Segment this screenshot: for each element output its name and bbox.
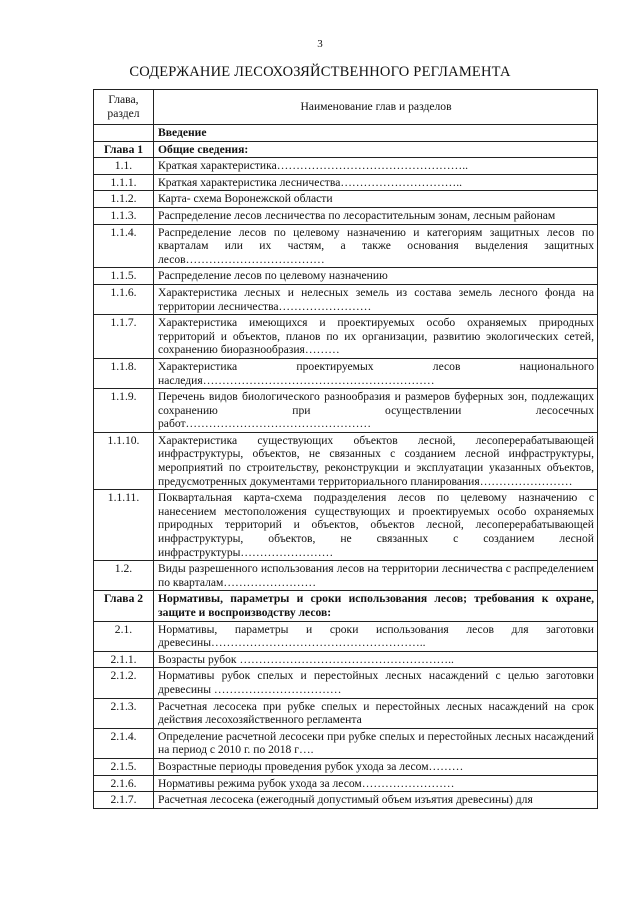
section-number: 1.1.6. bbox=[94, 284, 154, 314]
section-title: Нормативы рубок спелых и перестойных лесных насаждений с целью заготовки древесины …………………………… bbox=[154, 668, 598, 698]
section-number: 1.1.5. bbox=[94, 268, 154, 285]
section-number: Глава 2 bbox=[94, 591, 154, 621]
table-row bbox=[94, 432, 598, 489]
table-row bbox=[94, 125, 598, 142]
table-row bbox=[94, 728, 598, 758]
section-title: Введение bbox=[154, 125, 598, 142]
table-row bbox=[94, 490, 598, 561]
section-number: 1.1.1. bbox=[94, 174, 154, 191]
table-row bbox=[94, 284, 598, 314]
section-number: 2.1.1. bbox=[94, 651, 154, 668]
section-number: 2.1.2. bbox=[94, 668, 154, 698]
section-title: Краткая характеристика лесничества………………………….. bbox=[154, 174, 598, 191]
section-number: 1.1. bbox=[94, 158, 154, 175]
section-number: 1.1.4. bbox=[94, 224, 154, 268]
table-row bbox=[94, 389, 598, 433]
section-number: 1.1.8. bbox=[94, 358, 154, 388]
section-title: Определение расчетной лесосеки при рубке спелых и перестойных лесных насаждений на период с 2010 г. по 2018 г…. bbox=[154, 728, 598, 758]
header-name: Наименование глав и разделов bbox=[154, 90, 598, 125]
section-title: Общие сведения: bbox=[154, 141, 598, 158]
section-number: 2.1. bbox=[94, 621, 154, 651]
section-number bbox=[94, 125, 154, 142]
table-row bbox=[94, 758, 598, 775]
section-title: Поквартальная карта-схема подразделения лесов по целевому назначению с нанесением местоположения существующих и проектируемых особо охраняемых природных территорий и объектов, объектов лесной, лесоперерабатывающей инфраструктуры, объектов, не связанных с созданием лесной инфраструктуры…………………… bbox=[154, 490, 598, 561]
table-row bbox=[94, 158, 598, 175]
table-row bbox=[94, 191, 598, 208]
table-row bbox=[94, 591, 598, 621]
section-number: Глава 1 bbox=[94, 141, 154, 158]
table-row bbox=[94, 174, 598, 191]
section-number: 1.1.3. bbox=[94, 207, 154, 224]
section-title: Распределение лесов по целевому назначению bbox=[154, 268, 598, 285]
section-title: Характеристика имеющихся и проектируемых особо охраняемых природных территорий и объектов, планов по их организации, развитию экологических сетей, сохранению биоразнообразия……… bbox=[154, 315, 598, 359]
section-title: Характеристика существующих объектов лесной, лесоперерабатывающей инфраструктуры, объектов, не связанных с созданием лесной инфраструктуры, мероприятий по строительству, реконструкции и эксплуатации указанных объектов, предусмотренных документами территориального планирования…………………… bbox=[154, 432, 598, 489]
section-title: Распределение лесов по целевому назначению и категориям защитных лесов по кварталам или их частям, а также основания выделения защитных лесов……………………………… bbox=[154, 224, 598, 268]
header-section: Глава, раздел bbox=[94, 90, 154, 125]
section-title: Расчетная лесосека (ежегодный допустимый объем изъятия древесины) для bbox=[154, 792, 598, 809]
table-row bbox=[94, 561, 598, 591]
table-row bbox=[94, 358, 598, 388]
section-title: Нормативы, параметры и сроки использования лесов для заготовки древесины……………………………………………….. bbox=[154, 621, 598, 651]
table-row bbox=[94, 268, 598, 285]
section-title: Возрастные периоды проведения рубок ухода за лесом……… bbox=[154, 758, 598, 775]
table-row bbox=[94, 207, 598, 224]
section-number: 1.1.7. bbox=[94, 315, 154, 359]
section-number: 1.2. bbox=[94, 561, 154, 591]
section-number: 2.1.6. bbox=[94, 775, 154, 792]
table-row bbox=[94, 651, 598, 668]
table-row bbox=[94, 792, 598, 809]
contents-table bbox=[93, 89, 598, 809]
table-header-row bbox=[94, 90, 598, 125]
section-title: Характеристика проектируемых лесов национального наследия…………………………………………………… bbox=[154, 358, 598, 388]
section-number: 1.1.2. bbox=[94, 191, 154, 208]
table-row bbox=[94, 621, 598, 651]
table-row bbox=[94, 668, 598, 698]
section-number: 1.1.9. bbox=[94, 389, 154, 433]
table-row bbox=[94, 775, 598, 792]
section-number: 2.1.7. bbox=[94, 792, 154, 809]
document-title: СОДЕРЖАНИЕ ЛЕСОХОЗЯЙСТВЕННОГО РЕГЛАМЕНТА bbox=[129, 64, 511, 80]
section-title: Распределение лесов лесничества по лесорастительным зонам, лесным районам bbox=[154, 207, 598, 224]
section-title: Нормативы режима рубок ухода за лесом…………………… bbox=[154, 775, 598, 792]
section-title: Карта- схема Воронежской области bbox=[154, 191, 598, 208]
section-number: 1.1.10. bbox=[94, 432, 154, 489]
page-number: 3 bbox=[317, 38, 323, 50]
section-number: 2.1.4. bbox=[94, 728, 154, 758]
section-title: Расчетная лесосека при рубке спелых и перестойных лесных насаждений на срок действия лесохозяйственного регламента bbox=[154, 698, 598, 728]
section-title: Перечень видов биологического разнообразия и размеров буферных зон, подлежащих сохранению при осуществлении лесосечных работ………………………………………… bbox=[154, 389, 598, 433]
section-title: Возрасты рубок ……………………………………………….. bbox=[154, 651, 598, 668]
section-title: Нормативы, параметры и сроки использования лесов; требования к охране, защите и воспроизводству лесов: bbox=[154, 591, 598, 621]
table-row bbox=[94, 224, 598, 268]
section-title: Виды разрешенного использования лесов на территории лесничества с распределением по кварталам…………………… bbox=[154, 561, 598, 591]
table-row bbox=[94, 315, 598, 359]
table-row bbox=[94, 141, 598, 158]
section-number: 2.1.5. bbox=[94, 758, 154, 775]
table-row bbox=[94, 698, 598, 728]
section-title: Краткая характеристика………………………………………….. bbox=[154, 158, 598, 175]
section-number: 2.1.3. bbox=[94, 698, 154, 728]
section-number: 1.1.11. bbox=[94, 490, 154, 561]
section-title: Характеристика лесных и нелесных земель из состава земель лесного фонда на территории лесничества…………………… bbox=[154, 284, 598, 314]
